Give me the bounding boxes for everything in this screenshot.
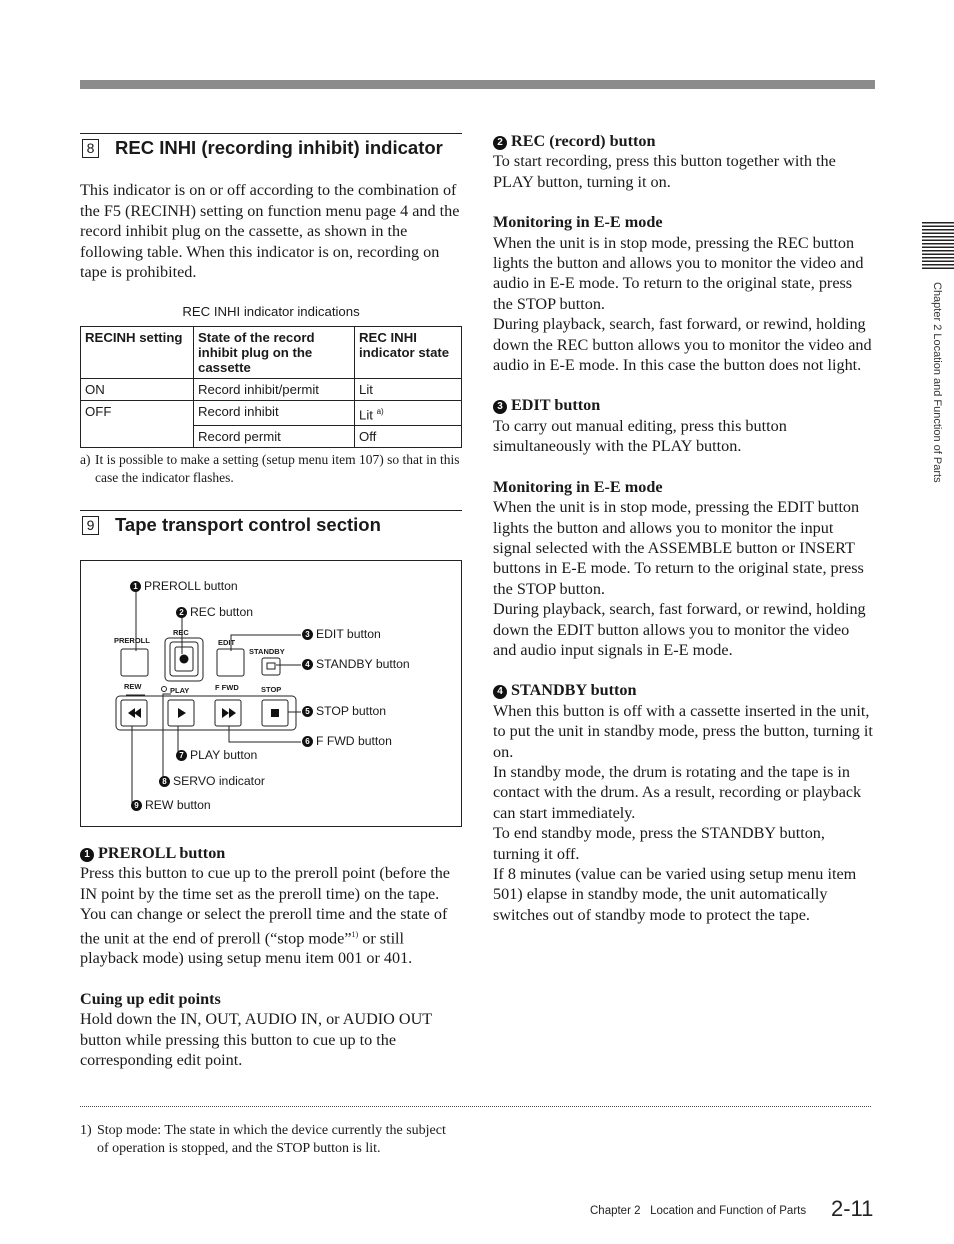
callout-label: EDIT button [316, 627, 381, 641]
callout-number: 7 [176, 750, 187, 761]
item-title: EDIT button [511, 396, 601, 415]
table-cell: ON [81, 378, 194, 400]
callout-label: PREROLL button [144, 579, 238, 593]
rec-inhi-table [80, 326, 462, 448]
monitoring-body: During playback, search, fast forward, or rewind, holding down the REC button allows you to monitor the video and audio in E-E mode. In this case the button does not light. [493, 315, 872, 375]
section-8-heading [80, 133, 462, 158]
standby-body: To end standby mode, press the STANDBY button, turning it off. [493, 824, 825, 863]
edit-heading [493, 395, 875, 415]
standby-button-shape [262, 658, 280, 675]
table-cell: Record inhibit/permit [194, 378, 355, 400]
table-cell [355, 400, 462, 425]
standby-body: When this button is off with a cassette inserted in the unit, to put the unit in standby mode, press the button, turning it on. [493, 701, 873, 761]
section-title: Tape transport control section [115, 514, 381, 536]
footnote-separator [80, 1106, 871, 1107]
header-rule [80, 80, 875, 89]
page-footnote [80, 1122, 452, 1158]
table-cell: Off [355, 426, 462, 448]
cell-value: Lit [359, 407, 373, 423]
table-footnote [80, 451, 462, 487]
table-cell: Record inhibit [194, 400, 355, 425]
monitoring-body: When the unit is in stop mode, pressing the EDIT button lights the button and allows you to monitor the input signal selected with the ASSEMBLE button or INSERT buttons in E-E mode. To return to the original state, press the STOP button. [493, 498, 864, 598]
item-number: 3 [493, 400, 507, 414]
item-number: 1 [80, 848, 94, 862]
preroll-body [80, 863, 462, 968]
callout-label: REW button [145, 798, 211, 812]
monitoring-heading: Monitoring in E-E mode [493, 477, 663, 496]
chapter-tab-marker [922, 222, 954, 271]
callout-servo [159, 774, 265, 788]
section-number: 8 [82, 139, 99, 158]
callout-number: 6 [302, 736, 313, 747]
rec-key-label: REC [173, 628, 189, 637]
callout-number: 2 [176, 607, 187, 618]
footnote-text: It is possible to make a setting (setup menu item 107) so that in this case the indicator flashes. [95, 452, 460, 486]
edit-body: To carry out manual editing, press this button simultaneously with the PLAY button. [493, 416, 787, 456]
stop-key-label: STOP [261, 685, 282, 694]
table-header-row [81, 326, 462, 378]
rec-dot [180, 655, 189, 664]
side-chapter-label: Chapter 2 Location and Function of Parts [931, 282, 943, 483]
play-key-label: PLAY [170, 686, 190, 695]
section-number: 9 [82, 516, 99, 535]
left-column-lower [80, 843, 462, 1070]
callout-label: STANDBY button [316, 657, 410, 671]
table-header: REC INHI indicator state [355, 326, 462, 378]
callout-label: PLAY button [190, 748, 258, 762]
callout-number: 4 [302, 659, 313, 670]
callout-number: 8 [159, 776, 170, 787]
rec-heading [493, 131, 875, 151]
callout-label: SERVO indicator [173, 774, 265, 788]
footnote-mark: 1) [80, 1123, 92, 1138]
edit-button-shape [217, 649, 244, 676]
right-column [493, 131, 875, 925]
table-row [81, 400, 462, 425]
item-number: 4 [493, 685, 507, 699]
left-column [80, 133, 462, 536]
callout-standby [302, 657, 410, 671]
table-note-mark: a) [376, 406, 384, 416]
preroll-heading [80, 843, 462, 863]
callout-rew [131, 798, 211, 812]
ffwd-key-label: F FWD [215, 683, 239, 692]
page-number: 2-11 [831, 1196, 874, 1221]
callout-number: 5 [302, 706, 313, 717]
cuing-body: Hold down the IN, OUT, AUDIO IN, or AUDIO OUT button while pressing this button to cue up to the corresponding edit point. [80, 1010, 432, 1070]
table-cell: Lit [355, 378, 462, 400]
cuing-heading: Cuing up edit points [80, 989, 221, 1008]
transport-frame [116, 696, 296, 730]
monitoring-heading: Monitoring in E-E mode [493, 213, 663, 232]
rec-body: To start recording, press this button together with the PLAY button, turning it on. [493, 152, 836, 191]
footer-chapter [590, 1205, 806, 1217]
standby-body: If 8 minutes (value can be varied using setup menu item 501) elapse in standby mode, the unit automatically switches out of standby mode to protect the tape. [493, 865, 857, 924]
section-title: REC INHI (recording inhibit) indicator [115, 137, 443, 158]
body-text: Press this button to cue up to the preroll point (before the IN point by the time set as the preroll time) on the tape. You can change or select the preroll time and the state of the unit at the end of preroll (“stop mode” [80, 864, 450, 948]
table-cell: OFF [81, 400, 194, 447]
footnote-text: Stop mode: The state in which the device currently the subject of operation is stopped, and the STOP button is lit. [97, 1123, 446, 1156]
callout-number: 3 [302, 629, 313, 640]
body-text: or still playback mode) using setup menu item 001 or 401. [80, 929, 413, 968]
table-cell: Record permit [194, 426, 355, 448]
callout-number: 1 [130, 581, 141, 592]
preroll-key-label: PREROLL [114, 636, 150, 645]
table-header: RECINH setting [81, 326, 194, 378]
rew-key-label: REW [124, 682, 142, 691]
callout-label: REC button [190, 605, 254, 619]
item-title: REC (record) button [511, 132, 656, 150]
section-9-heading [80, 510, 462, 535]
callout-preroll [130, 579, 238, 593]
footnote-mark: a) [80, 452, 91, 468]
footer-chapter-title: Location and Function of Parts [650, 1205, 807, 1217]
item-number: 2 [493, 136, 507, 150]
footer-chapter-num: Chapter 2 [590, 1205, 641, 1217]
preroll-button-shape [121, 649, 148, 676]
item-title: PREROLL button [98, 844, 226, 862]
footnote-ref: 1) [351, 929, 359, 939]
callout-edit [302, 627, 381, 641]
monitoring-body: When the unit is in stop mode, pressing the REC button lights the button and allows you to monitor the video and audio in E-E mode. To return to the original state, press the STOP button. [493, 233, 864, 313]
edit-key-label: EDIT [218, 638, 236, 647]
callout-ffwd [302, 734, 392, 748]
callout-stop [302, 704, 386, 718]
transport-diagram [80, 560, 462, 827]
monitoring-body: During playback, search, fast forward, or rewind, holding down the EDIT button allows you to monitor the video and audio input signals in E-E mode. [493, 600, 866, 659]
table-row [81, 378, 462, 400]
table-caption: REC INHI indicator indications [182, 304, 360, 320]
callout-rec [176, 605, 253, 619]
callout-label: STOP button [316, 704, 387, 718]
section-8-body: This indicator is on or off according to the combination of the F5 (RECINH) setting on function menu page 4 and the record inhibit plug on the cassette, as shown in the following table. When this indicator is on, recording on tape is prohibited. [80, 181, 460, 282]
standby-heading [493, 680, 875, 700]
callout-number: 9 [131, 800, 142, 811]
callout-play [176, 748, 257, 762]
standby-key-label: STANDBY [249, 647, 285, 656]
table-header: State of the record inhibit plug on the cassette [194, 326, 355, 378]
standby-body: In standby mode, the drum is rotating and the tape is in contact with the drum. As a result, recording or playback can start immediately. [493, 762, 862, 822]
callout-label: F FWD button [316, 734, 392, 748]
item-title: STANDBY button [511, 681, 637, 700]
